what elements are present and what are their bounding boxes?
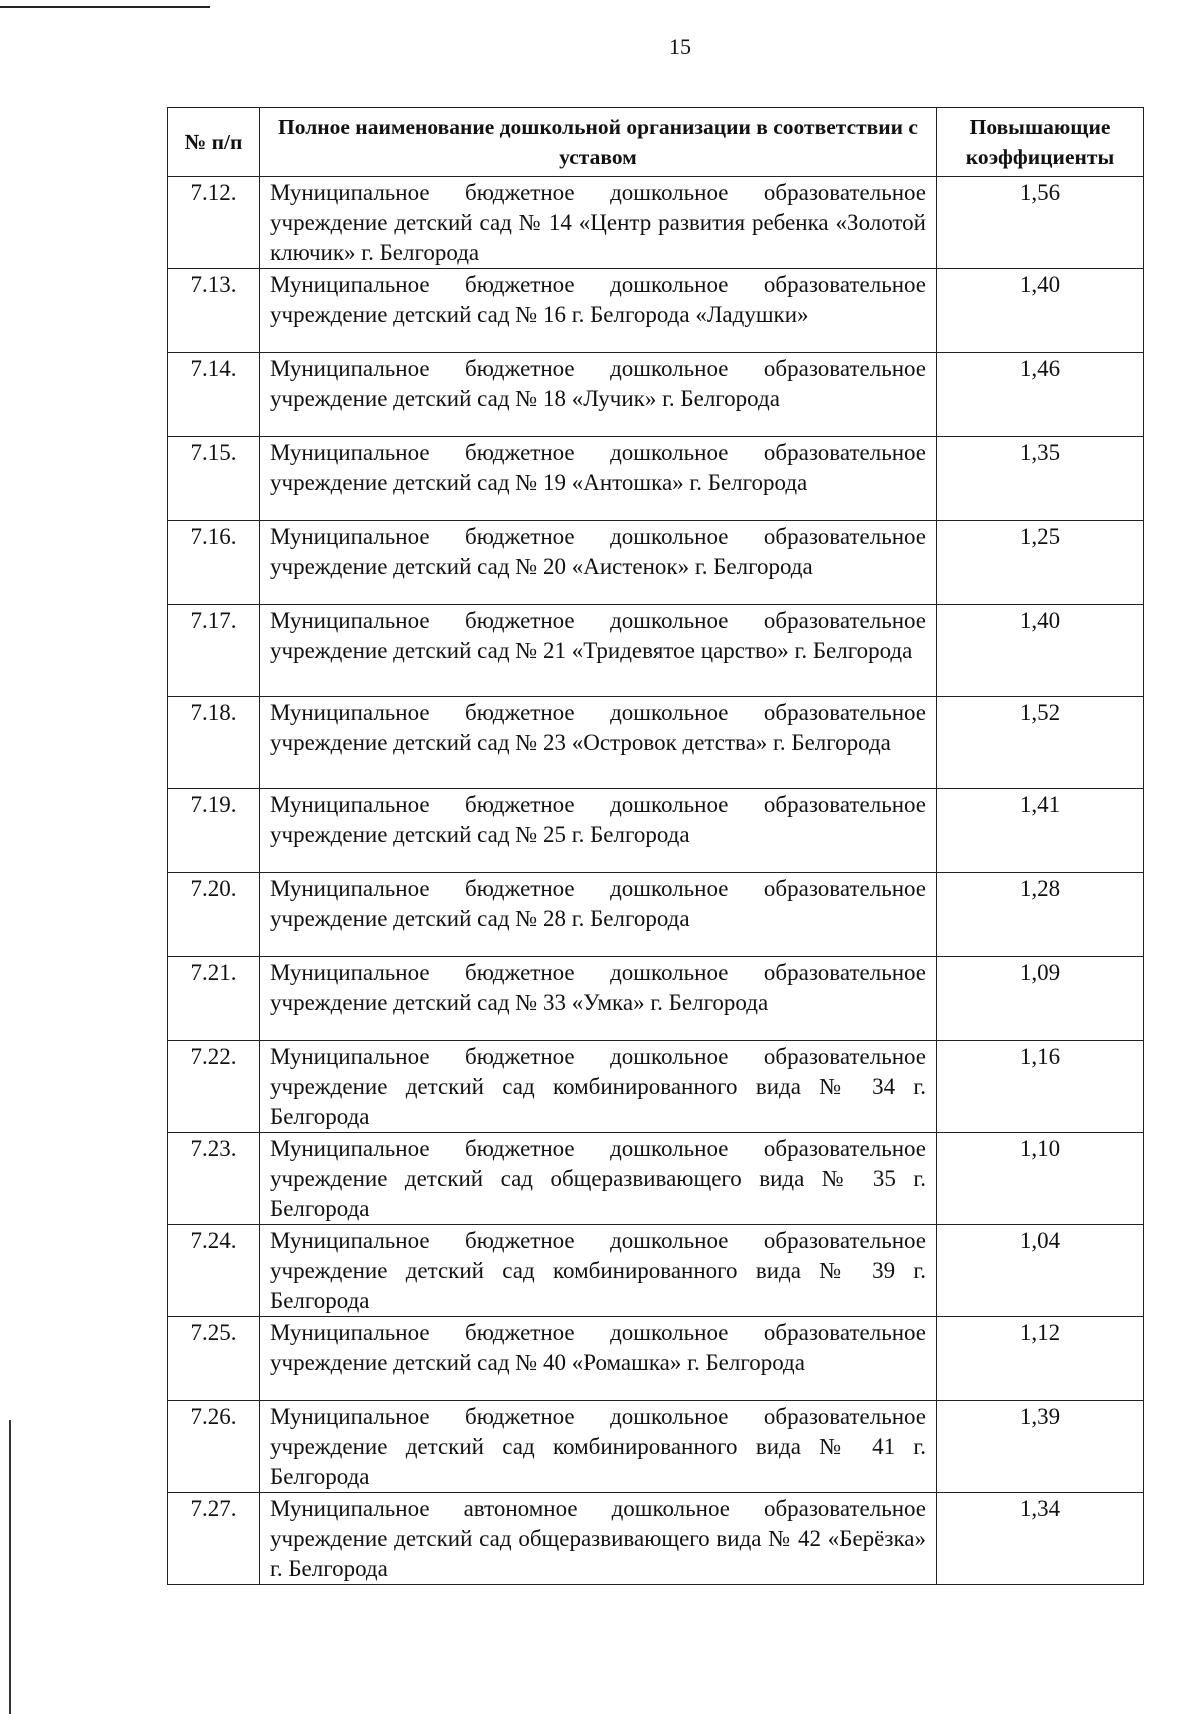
- coefficients-table: [167, 107, 1144, 1585]
- coefficient: 1,16: [937, 1041, 1144, 1133]
- table-row: [168, 1493, 1144, 1585]
- table-row: [168, 957, 1144, 1041]
- row-number: 7.17.: [168, 605, 260, 697]
- row-number: 7.22.: [168, 1041, 260, 1133]
- table-row: [168, 1401, 1144, 1493]
- coefficient: 1,35: [937, 437, 1144, 521]
- row-number: 7.16.: [168, 521, 260, 605]
- organization-name: Муниципальное бюджетное дошкольное образовательное учреждение детский сад № 33 «Умка» г. Белгорода: [260, 957, 937, 1041]
- coefficient: 1,41: [937, 789, 1144, 873]
- coefficient: 1,09: [937, 957, 1144, 1041]
- page-number: 15: [669, 34, 691, 59]
- row-number: 7.13.: [168, 269, 260, 353]
- table-row: [168, 1133, 1144, 1225]
- organization-name: Муниципальное бюджетное дошкольное образовательное учреждение детский сад общеразвивающего вида № 35 г. Белгорода: [260, 1133, 937, 1225]
- table-header-row: [168, 108, 1144, 177]
- coefficient: 1,10: [937, 1133, 1144, 1225]
- row-number: 7.24.: [168, 1225, 260, 1317]
- table-row: [168, 437, 1144, 521]
- organization-name: Муниципальное бюджетное дошкольное образовательное учреждение детский сад комбинированного вида № 39 г. Белгорода: [260, 1225, 937, 1317]
- table-row: [168, 1225, 1144, 1317]
- coefficient: 1,28: [937, 873, 1144, 957]
- organization-name: Муниципальное автономное дошкольное образовательное учреждение детский сад общеразвивающего вида № 42 «Берёзка» г. Белгорода: [260, 1493, 937, 1585]
- row-number: 7.15.: [168, 437, 260, 521]
- coefficient: 1,39: [937, 1401, 1144, 1493]
- organization-name: Муниципальное бюджетное дошкольное образовательное учреждение детский сад № 19 «Антошка» г. Белгорода: [260, 437, 937, 521]
- row-number: 7.21.: [168, 957, 260, 1041]
- row-number: 7.25.: [168, 1317, 260, 1401]
- organization-name: Муниципальное бюджетное дошкольное образовательное учреждение детский сад № 18 «Лучик» г. Белгорода: [260, 353, 937, 437]
- coefficient: 1,12: [937, 1317, 1144, 1401]
- row-number: 7.12.: [168, 177, 260, 269]
- row-number: 7.14.: [168, 353, 260, 437]
- organization-name: Муниципальное бюджетное дошкольное образовательное учреждение детский сад № 20 «Аистенок» г. Белгорода: [260, 521, 937, 605]
- row-number: 7.27.: [168, 1493, 260, 1585]
- table-row: [168, 177, 1144, 269]
- coefficient: 1,46: [937, 353, 1144, 437]
- scan-border-top: [0, 6, 210, 8]
- table-row: [168, 873, 1144, 957]
- organization-name: Муниципальное бюджетное дошкольное образовательное учреждение детский сад № 25 г. Белгорода: [260, 789, 937, 873]
- table-row: [168, 269, 1144, 353]
- organization-name: Муниципальное бюджетное дошкольное образовательное учреждение детский сад № 23 «Островок детства» г. Белгорода: [260, 697, 937, 789]
- scan-border-left: [9, 1420, 11, 1714]
- coefficient: 1,40: [937, 269, 1144, 353]
- table-row: [168, 521, 1144, 605]
- table-row: [168, 1041, 1144, 1133]
- coefficient: 1,52: [937, 697, 1144, 789]
- coefficient: 1,25: [937, 521, 1144, 605]
- table-row: [168, 605, 1144, 697]
- header-num: № п/п: [168, 108, 260, 177]
- row-number: 7.26.: [168, 1401, 260, 1493]
- organization-name: Муниципальное бюджетное дошкольное образовательное учреждение детский сад комбинированного вида № 41 г. Белгорода: [260, 1401, 937, 1493]
- row-number: 7.20.: [168, 873, 260, 957]
- table-row: [168, 1317, 1144, 1401]
- coefficient: 1,34: [937, 1493, 1144, 1585]
- coefficient: 1,56: [937, 177, 1144, 269]
- row-number: 7.19.: [168, 789, 260, 873]
- coefficient: 1,04: [937, 1225, 1144, 1317]
- table-row: [168, 697, 1144, 789]
- organization-name: Муниципальное бюджетное дошкольное образовательное учреждение детский сад № 14 «Центр развития ребенка «Золотой ключик» г. Белгорода: [260, 177, 937, 269]
- row-number: 7.18.: [168, 697, 260, 789]
- header-name: Полное наименование дошкольной организации в соответствии с уставом: [260, 108, 937, 177]
- organization-name: Муниципальное бюджетное дошкольное образовательное учреждение детский сад комбинированного вида № 34 г. Белгорода: [260, 1041, 937, 1133]
- header-coef: Повышающие коэффициенты: [937, 108, 1144, 177]
- coefficient: 1,40: [937, 605, 1144, 697]
- organization-name: Муниципальное бюджетное дошкольное образовательное учреждение детский сад № 21 «Тридевятое царство» г. Белгорода: [260, 605, 937, 697]
- table-row: [168, 353, 1144, 437]
- organization-name: Муниципальное бюджетное дошкольное образовательное учреждение детский сад № 16 г. Белгорода «Ладушки»: [260, 269, 937, 353]
- table-row: [168, 789, 1144, 873]
- organization-name: Муниципальное бюджетное дошкольное образовательное учреждение детский сад № 40 «Ромашка» г. Белгорода: [260, 1317, 937, 1401]
- row-number: 7.23.: [168, 1133, 260, 1225]
- organization-name: Муниципальное бюджетное дошкольное образовательное учреждение детский сад № 28 г. Белгорода: [260, 873, 937, 957]
